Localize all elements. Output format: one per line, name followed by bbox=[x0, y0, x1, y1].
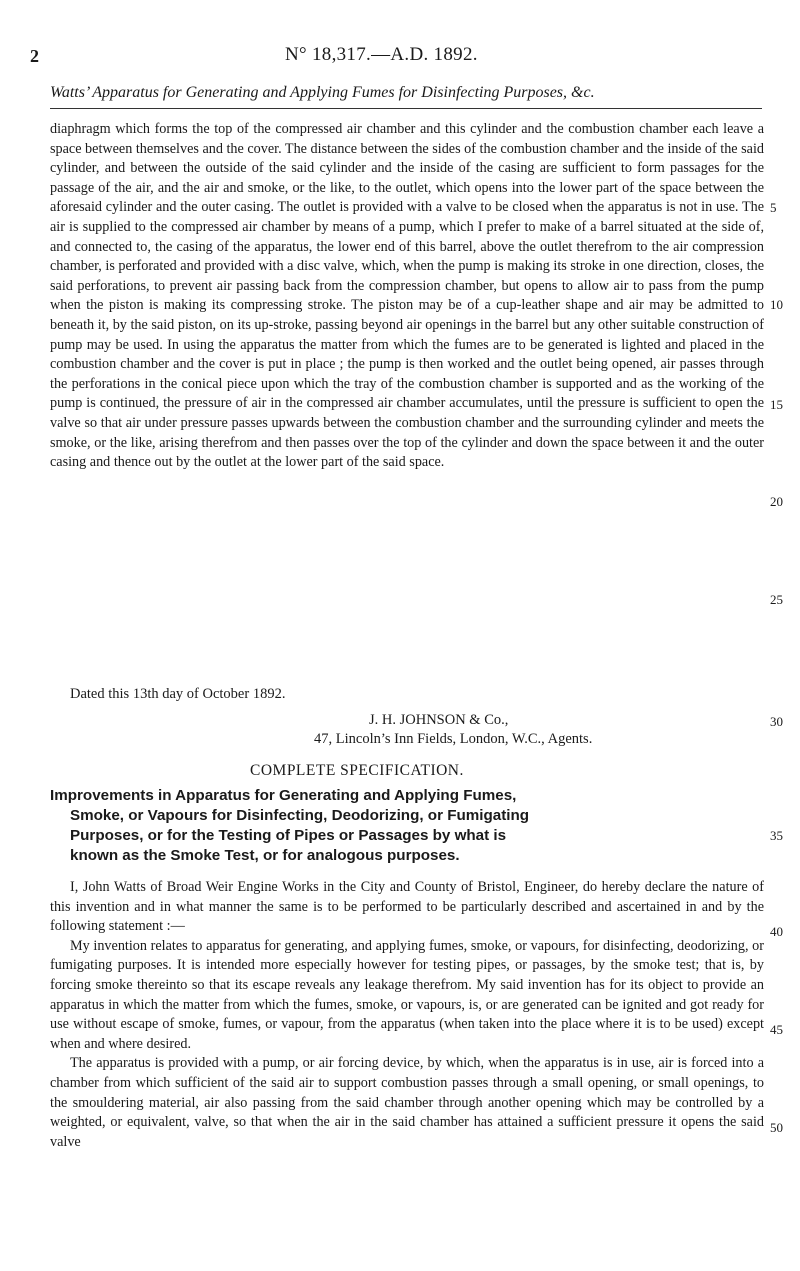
line-number: 10 bbox=[770, 297, 783, 312]
spec-title-line: Purposes, or for the Testing of Pipes or Passages by what is bbox=[70, 827, 507, 844]
line-number: 30 bbox=[770, 714, 783, 729]
line-number: 25 bbox=[770, 592, 783, 607]
spec-heading: COMPLETE SPECIFICATION. bbox=[250, 762, 464, 779]
line-number: 40 bbox=[770, 924, 783, 939]
page-number: 2 bbox=[30, 46, 39, 66]
specification-body bbox=[50, 878, 764, 1152]
body-paragraph: I, John Watts of Broad Weir Engine Works in the City and County of Bristol, Engineer, do hereby declare the nature of this invention and in what manner the same is to be performed to be particularly described and ascertained in and by the following statement :— bbox=[50, 879, 764, 935]
body-paragraph: diaphragm which forms the top of the compressed air chamber and this cylinder and the combustion chamber each leave a space between themselves and the cover. The distance between the sides of the combustion chamber and the inside of the said cylinder, and between the outside of the said cylinder and the inside of the casing are sufficient to form passages for the passage of the air, and the air and smoke, or the like, to the outlet, which opens into the lower part of the space between the aforesaid cylinder and the outer casing. The outlet is provided with a valve to be closed when the apparatus is not in use. The air is supplied to the compressed air chamber by means of a pump, which I prefer to make of a barrel situated at the side of, and connected to, the casing of the apparatus, the lower end of this barrel, above the outlet therefrom to the air compression chamber, is perforated and provided with a disc valve, which, when the pump is making its stroke in one direction, closes, the said perforations, to prevent air passing back from the compression chamber, but opens to allow air to pass from the pump when the piston is making its compressing stroke. The piston may be of a cup-leather shape and air may be admitted to beneath it, by the said piston, on its up-stroke, passing beyond air openings in the barrel but any other suitable construction of pump may be used. In using the apparatus the matter from which the fumes are to be generated is lighted and placed in the combustion chamber and the cover is put in place ; the pump is then worked and the outlet being opened, air passes through the perforations in the conical piece upon which the tray of the combustion chamber is supported and as the working of the pump is continued, the pressure of air in the compressed air chamber accumulates, until the pressure is sufficient to open the valve so that air under pressure passes upwards between the combustion chamber and the surrounding cylinder and meets the smoke, or the like, arising therefrom and then passes over the top of the cylinder and down the space between it and the outer casing and thence out by the outlet at the lower part of the said space. bbox=[50, 121, 765, 471]
spec-title-line: Smoke, or Vapours for Disinfecting, Deodorizing, or Fumigating bbox=[70, 807, 530, 824]
dated-line: Dated this 13th day of October 1892. bbox=[70, 686, 286, 702]
line-number: 50 bbox=[770, 1120, 783, 1135]
line-number: 45 bbox=[770, 1022, 783, 1037]
provisional-body bbox=[50, 120, 764, 473]
spec-title-line: Improvements in Apparatus for Generating and Applying Fumes, bbox=[50, 787, 517, 804]
patent-number: N° 18,317.—A.D. 1892. bbox=[285, 44, 478, 65]
running-title: Watts’ Apparatus for Generating and Applying Fumes for Disinfecting Purposes, &c. bbox=[50, 84, 595, 101]
line-number: 15 bbox=[770, 397, 783, 412]
spec-title bbox=[50, 786, 750, 866]
agent-address: 47, Lincoln’s Inn Fields, London, W.C., Agents. bbox=[314, 731, 593, 747]
line-number: 35 bbox=[770, 828, 783, 843]
body-paragraph: My invention relates to apparatus for generating, and applying fumes, smoke, or vapours, for disinfecting, deodorizing, or fumigating purposes. It is intended more especially however for testing pipes, or passages, by the smoke test; that is, by forcing smoke thereinto so that its escape reveals any leakage therefrom. My said invention has for its object to provide an apparatus in which the matter from which the fumes, smoke, or vapours, is, or are generated can be ignited and got ready for use without escape of smoke, fumes, or vapour, from the apparatus (when taken into the place where it is to be used) except when and where desired. bbox=[50, 937, 764, 1052]
body-paragraph: The apparatus is provided with a pump, or air forcing device, by which, when the apparatus is in use, air is forced into a chamber from which sufficient of the said air to support combustion passes through a small opening, or small openings, to the smouldering material, air also passing from the said chamber through another opening which may be controlled by a weighted, or equivalent, valve, so that when the air in the said chamber has attained a sufficient pressure it opens the said valve bbox=[50, 1055, 764, 1150]
agent-name: J. H. JOHNSON & Co., bbox=[369, 712, 509, 728]
line-number: 5 bbox=[770, 200, 777, 215]
spec-title-line: known as the Smoke Test, or for analogous purposes. bbox=[70, 847, 460, 864]
line-number: 20 bbox=[770, 494, 783, 509]
header-rule bbox=[50, 108, 762, 109]
